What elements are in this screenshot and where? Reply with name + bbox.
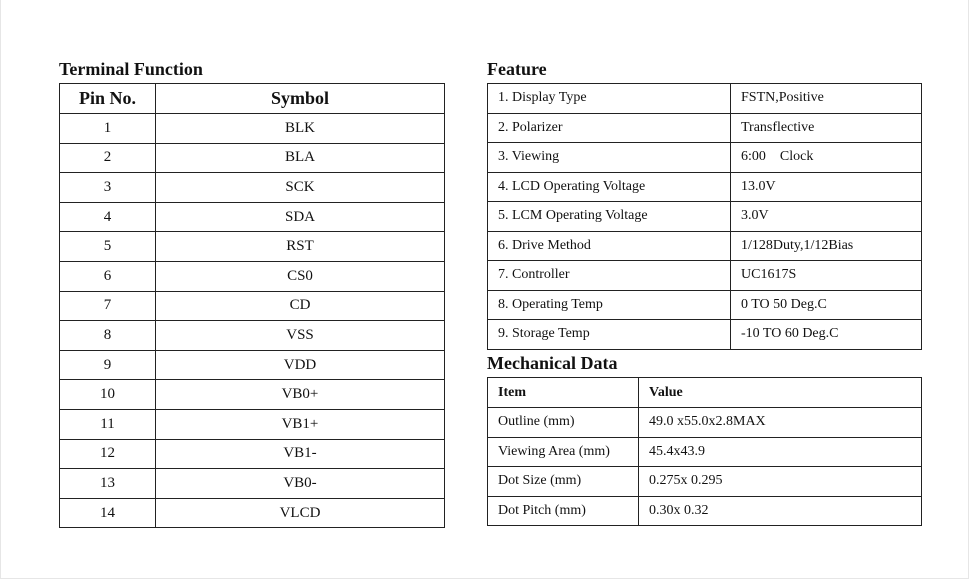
feature-value-cell: 1/128Duty,1/12Bias <box>731 231 922 261</box>
pin-number-cell: 4 <box>60 202 156 232</box>
feature-title: Feature <box>487 59 547 79</box>
pin-number-cell: 3 <box>60 173 156 203</box>
table-row <box>60 498 445 528</box>
mechanical-value-cell: 0.30x 0.32 <box>639 496 922 526</box>
pin-number-cell: 10 <box>60 380 156 410</box>
feature-value-cell: 6:00 Clock <box>731 143 922 173</box>
table-row <box>488 496 922 526</box>
pin-number-cell: 6 <box>60 261 156 291</box>
table-row <box>488 84 922 114</box>
symbol-cell: VB1- <box>156 439 445 469</box>
pin-number-cell: 1 <box>60 114 156 144</box>
feature-value-cell: FSTN,Positive <box>731 84 922 114</box>
table-header-row <box>488 378 922 408</box>
feature-name-cell: 3. Viewing <box>488 143 731 173</box>
symbol-cell: SCK <box>156 173 445 203</box>
table-row <box>60 232 445 262</box>
pin-number-cell: 9 <box>60 350 156 380</box>
feature-table <box>487 83 922 350</box>
table-row <box>60 439 445 469</box>
symbol-cell: CS0 <box>156 261 445 291</box>
item-header: Item <box>488 378 639 408</box>
mechanical-value-cell: 49.0 x55.0x2.8MAX <box>639 408 922 438</box>
symbol-cell: VB1+ <box>156 409 445 439</box>
table-row <box>60 261 445 291</box>
feature-name-cell: 9. Storage Temp <box>488 320 731 350</box>
feature-name-cell: 7. Controller <box>488 261 731 291</box>
feature-name-cell: 6. Drive Method <box>488 231 731 261</box>
pin-number-cell: 8 <box>60 321 156 351</box>
feature-value-cell: UC1617S <box>731 261 922 291</box>
table-row <box>488 202 922 232</box>
terminal-function-title: Terminal Function <box>59 59 203 79</box>
table-row <box>488 172 922 202</box>
symbol-cell: BLA <box>156 143 445 173</box>
table-row <box>60 202 445 232</box>
pin-number-cell: 13 <box>60 469 156 499</box>
table-row <box>60 291 445 321</box>
pin-no-header: Pin No. <box>60 84 156 114</box>
symbol-cell: VDD <box>156 350 445 380</box>
mechanical-data-table <box>487 377 922 526</box>
mechanical-value-cell: 45.4x43.9 <box>639 437 922 467</box>
feature-value-cell: 3.0V <box>731 202 922 232</box>
pin-number-cell: 2 <box>60 143 156 173</box>
mechanical-value-cell: 0.275x 0.295 <box>639 467 922 497</box>
mechanical-item-cell: Dot Pitch (mm) <box>488 496 639 526</box>
table-row <box>60 114 445 144</box>
pin-number-cell: 11 <box>60 409 156 439</box>
mechanical-item-cell: Dot Size (mm) <box>488 467 639 497</box>
pin-number-cell: 5 <box>60 232 156 262</box>
table-header-row <box>60 84 445 114</box>
symbol-cell: VSS <box>156 321 445 351</box>
feature-name-cell: 2. Polarizer <box>488 113 731 143</box>
feature-value-cell: Transflective <box>731 113 922 143</box>
symbol-cell: VB0+ <box>156 380 445 410</box>
mechanical-item-cell: Viewing Area (mm) <box>488 437 639 467</box>
value-header: Value <box>639 378 922 408</box>
feature-name-cell: 1. Display Type <box>488 84 731 114</box>
pin-number-cell: 7 <box>60 291 156 321</box>
symbol-cell: CD <box>156 291 445 321</box>
table-row <box>488 408 922 438</box>
feature-value-cell: 13.0V <box>731 172 922 202</box>
mechanical-data-title: Mechanical Data <box>487 353 618 373</box>
table-row <box>60 409 445 439</box>
symbol-header: Symbol <box>156 84 445 114</box>
table-row <box>60 350 445 380</box>
feature-name-cell: 8. Operating Temp <box>488 290 731 320</box>
terminal-function-table <box>59 83 445 528</box>
table-row <box>488 290 922 320</box>
table-row <box>60 469 445 499</box>
symbol-cell: VLCD <box>156 498 445 528</box>
table-row <box>488 467 922 497</box>
table-row <box>488 437 922 467</box>
symbol-cell: RST <box>156 232 445 262</box>
table-row <box>488 231 922 261</box>
pin-number-cell: 12 <box>60 439 156 469</box>
table-row <box>488 261 922 291</box>
table-row <box>488 320 922 350</box>
table-row <box>60 321 445 351</box>
table-row <box>60 173 445 203</box>
symbol-cell: SDA <box>156 202 445 232</box>
feature-value-cell: 0 TO 50 Deg.C <box>731 290 922 320</box>
mechanical-item-cell: Outline (mm) <box>488 408 639 438</box>
feature-name-cell: 5. LCM Operating Voltage <box>488 202 731 232</box>
table-row <box>488 143 922 173</box>
symbol-cell: VB0- <box>156 469 445 499</box>
feature-name-cell: 4. LCD Operating Voltage <box>488 172 731 202</box>
symbol-cell: BLK <box>156 114 445 144</box>
table-row <box>60 143 445 173</box>
table-row <box>488 113 922 143</box>
feature-value-cell: -10 TO 60 Deg.C <box>731 320 922 350</box>
pin-number-cell: 14 <box>60 498 156 528</box>
table-row <box>60 380 445 410</box>
